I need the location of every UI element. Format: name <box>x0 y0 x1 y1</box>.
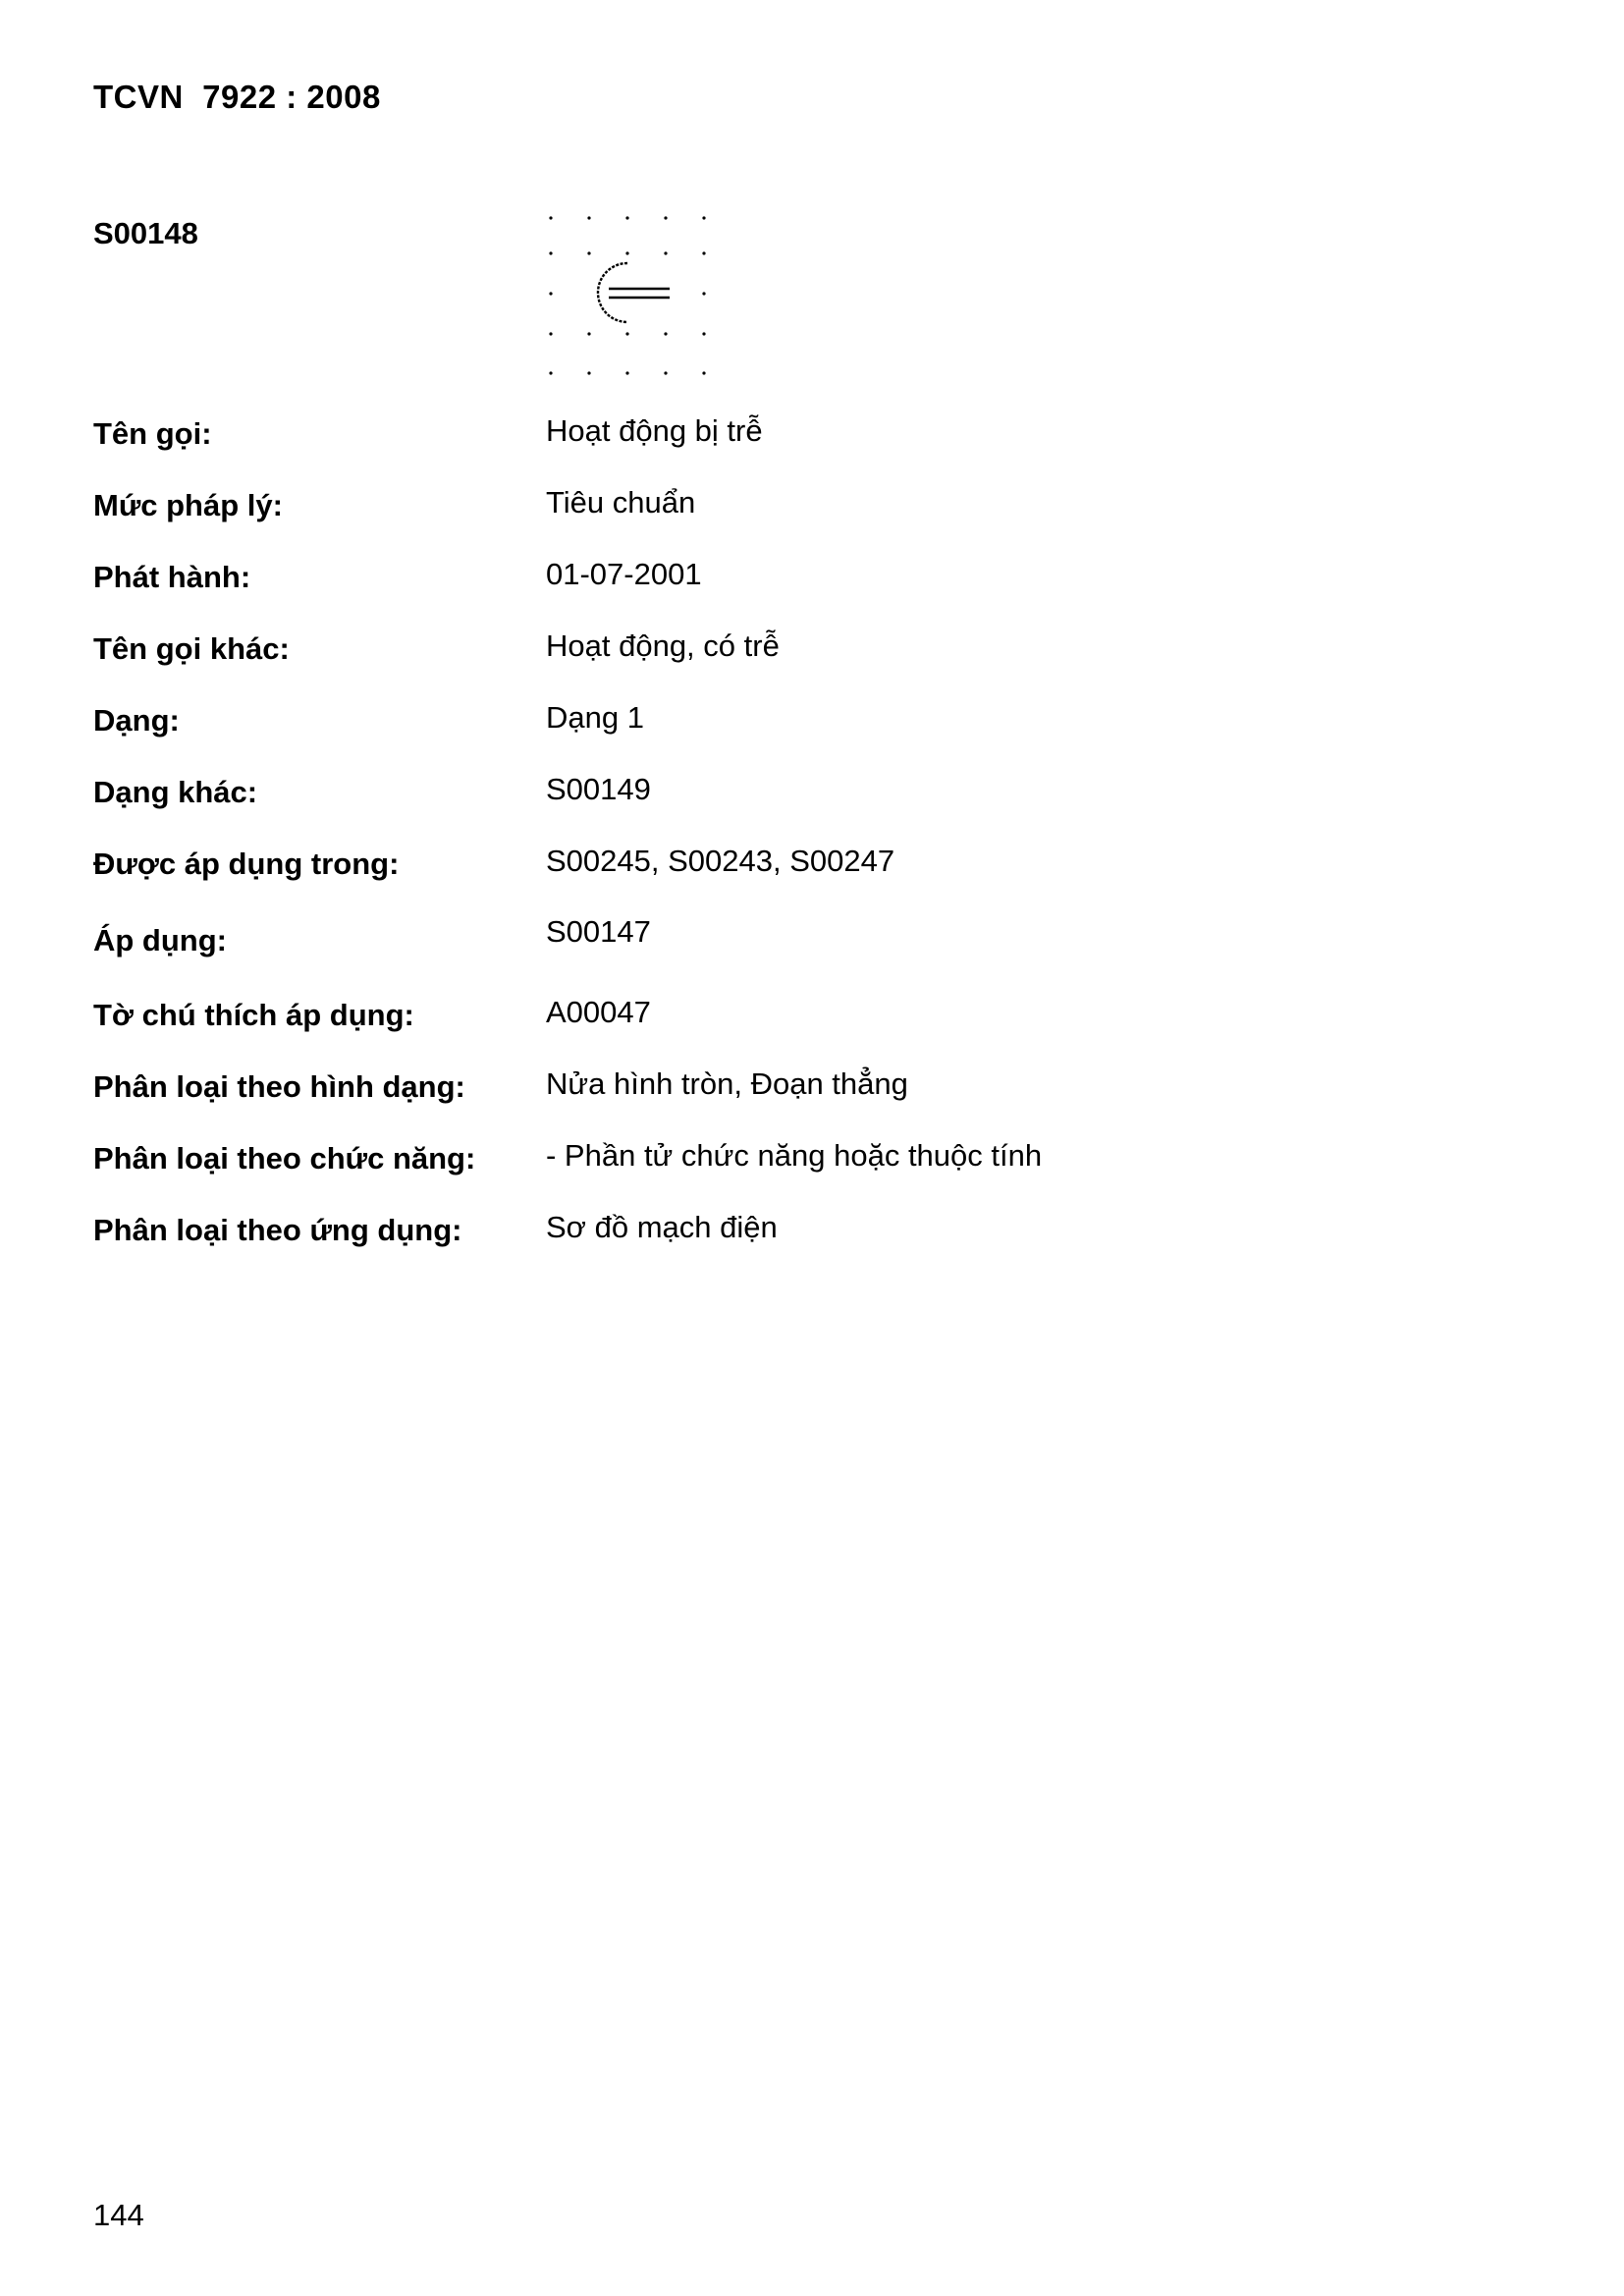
field-row-muc-phap-ly <box>93 485 1468 537</box>
field-row-ten-goi <box>93 413 1468 465</box>
semicircle-with-double-line-icon <box>542 208 721 383</box>
field-row-dang-khac <box>93 772 1468 824</box>
field-label: Phân loại theo ứng dụng: <box>93 1213 462 1247</box>
field-label: Dạng: <box>93 703 180 738</box>
symbol-code: S00148 <box>93 216 198 250</box>
field-label: Tên gọi khác: <box>93 631 290 666</box>
field-row-duoc-ap-dung-trong <box>93 844 1468 896</box>
field-value: A00047 <box>546 995 651 1029</box>
field-value: 01-07-2001 <box>546 557 702 591</box>
symbol-grid-dots <box>549 216 705 374</box>
field-row-phan-loai-chuc-nang <box>93 1138 1468 1190</box>
field-label: Mức pháp lý: <box>93 488 283 522</box>
symbol-figure <box>542 208 721 383</box>
field-value: Dạng 1 <box>546 700 644 735</box>
page-number: 144 <box>93 2198 144 2232</box>
field-value: Nửa hình tròn, Đoạn thẳng <box>546 1066 908 1101</box>
field-row-phat-hanh <box>93 557 1468 609</box>
field-row-ten-goi-khac <box>93 631 1468 681</box>
field-row-phan-loai-hinh-dang <box>93 1066 1468 1119</box>
field-label: Tờ chú thích áp dụng: <box>93 998 414 1032</box>
field-label: Phát hành: <box>93 560 251 594</box>
field-value: S00149 <box>546 772 651 806</box>
field-value: Hoạt động bị trễ <box>546 413 763 448</box>
field-value: Sơ đồ mạch điện <box>546 1210 778 1244</box>
field-label: Phân loại theo hình dạng: <box>93 1069 465 1104</box>
field-value: S00245, S00243, S00247 <box>546 844 895 878</box>
document-header-title: TCVN 7922 : 2008 <box>93 79 381 115</box>
field-label: Áp dụng: <box>93 923 228 957</box>
field-row-ap-dung <box>93 914 1468 972</box>
field-value: S00147 <box>546 914 651 949</box>
field-row-dang <box>93 700 1468 752</box>
field-row-to-chu-thich-ap-dung <box>93 995 1468 1047</box>
field-value: - Phần tử chức năng hoặc thuộc tính <box>546 1138 1043 1173</box>
field-value: Tiêu chuẩn <box>546 485 696 519</box>
field-label: Phân loại theo chức năng: <box>93 1141 476 1175</box>
field-label: Được áp dụng trong: <box>93 847 400 881</box>
field-value: Hoạt động, có trễ <box>546 629 780 663</box>
field-label: Tên gọi: <box>93 416 212 451</box>
field-row-phan-loai-ung-dung <box>93 1210 1468 1262</box>
field-label: Dạng khác: <box>93 775 258 809</box>
